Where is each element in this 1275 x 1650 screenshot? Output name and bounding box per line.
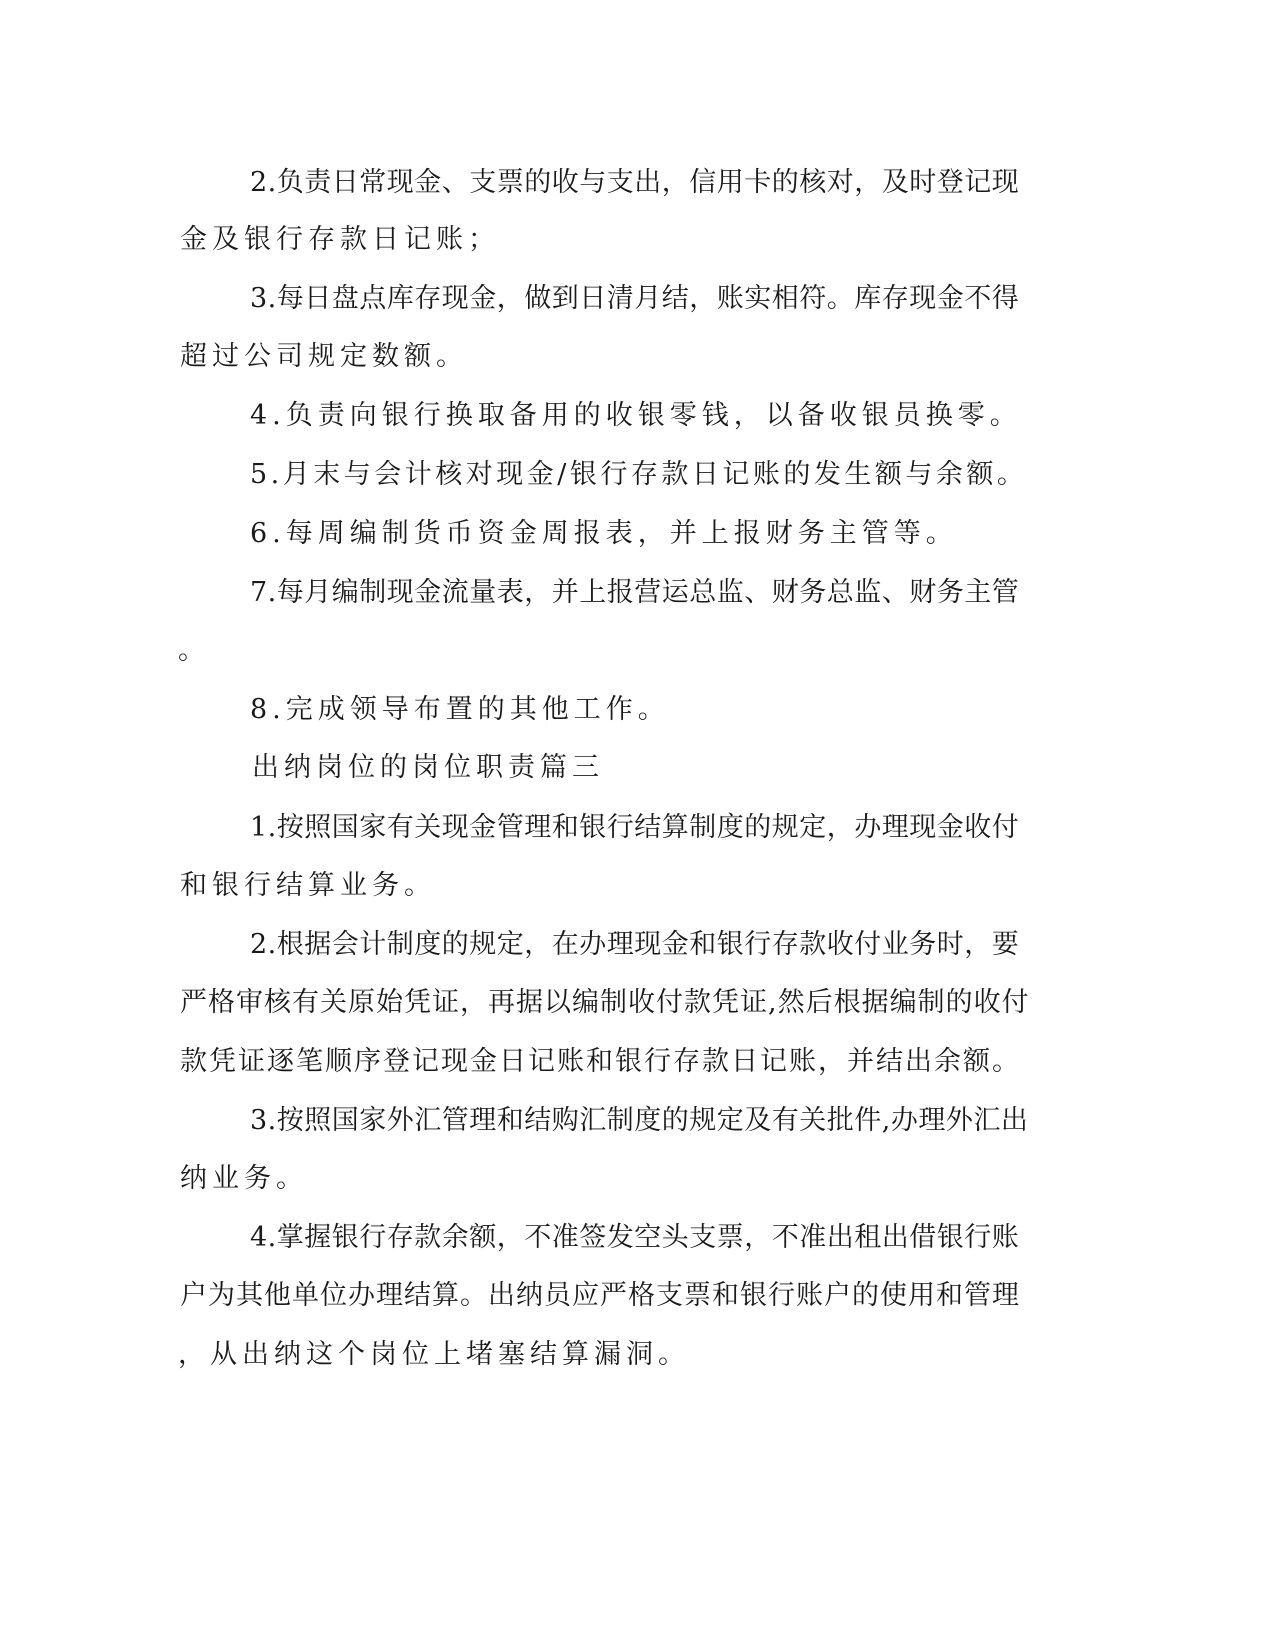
text-line: 3.按照国家外汇管理和结购汇制度的规定及有关批件,办理外汇出 (250, 1105, 1029, 1136)
text-line: 7.每月编制现金流量表，并上报营运总监、财务总监、财务主管 (250, 577, 1020, 608)
text-line: 1.按照国家有关现金管理和银行结算制度的规定，办理现金收付 (250, 812, 1020, 843)
text-line: 5.月末与会计核对现金/银行存款日记账的发生额与余额。 (250, 459, 1028, 490)
text-line: 3.每日盘点库存现金，做到日清月结，账实相符。库存现金不得 (250, 283, 1020, 314)
text-line: 和银行结算业务。 (180, 870, 436, 901)
text-line: 户为其他单位办理结算。出纳员应严格支票和银行账户的使用和管理 (180, 1280, 1020, 1311)
section-heading: 出纳岗位的岗位职责篇三 (252, 752, 604, 783)
text-line: 超过公司规定数额。 (180, 341, 468, 372)
text-line: 款凭证逐笔顺序登记现金日记账和银行存款日记账，并结出余额。 (180, 1046, 1021, 1077)
text-line: 。 (178, 635, 210, 666)
text-line: 6.每周编制货币资金周报表，并上报财务主管等。 (250, 518, 958, 549)
text-line: 金及银行存款日记账； (180, 224, 500, 255)
text-line: 纳业务。 (180, 1163, 308, 1194)
text-line: 严格审核有关原始凭证，再据以编制收付款凭证,然后根据编制的收付 (180, 987, 1030, 1018)
text-line: ，从出纳这个岗位上堵塞结算漏洞。 (178, 1339, 690, 1370)
text-line: 4.负责向银行换取备用的收银零钱，以备收银员换零。 (250, 400, 1022, 431)
text-line: 4.掌握银行存款余额，不准签发空头支票，不准出租出借银行账 (250, 1222, 1020, 1253)
text-line: 2.根据会计制度的规定，在办理现金和银行存款收付业务时，要 (250, 929, 1020, 960)
text-line: 8.完成领导布置的其他工作。 (250, 694, 670, 725)
text-line: 2.负责日常现金、支票的收与支出，信用卡的核对，及时登记现 (250, 167, 1020, 198)
